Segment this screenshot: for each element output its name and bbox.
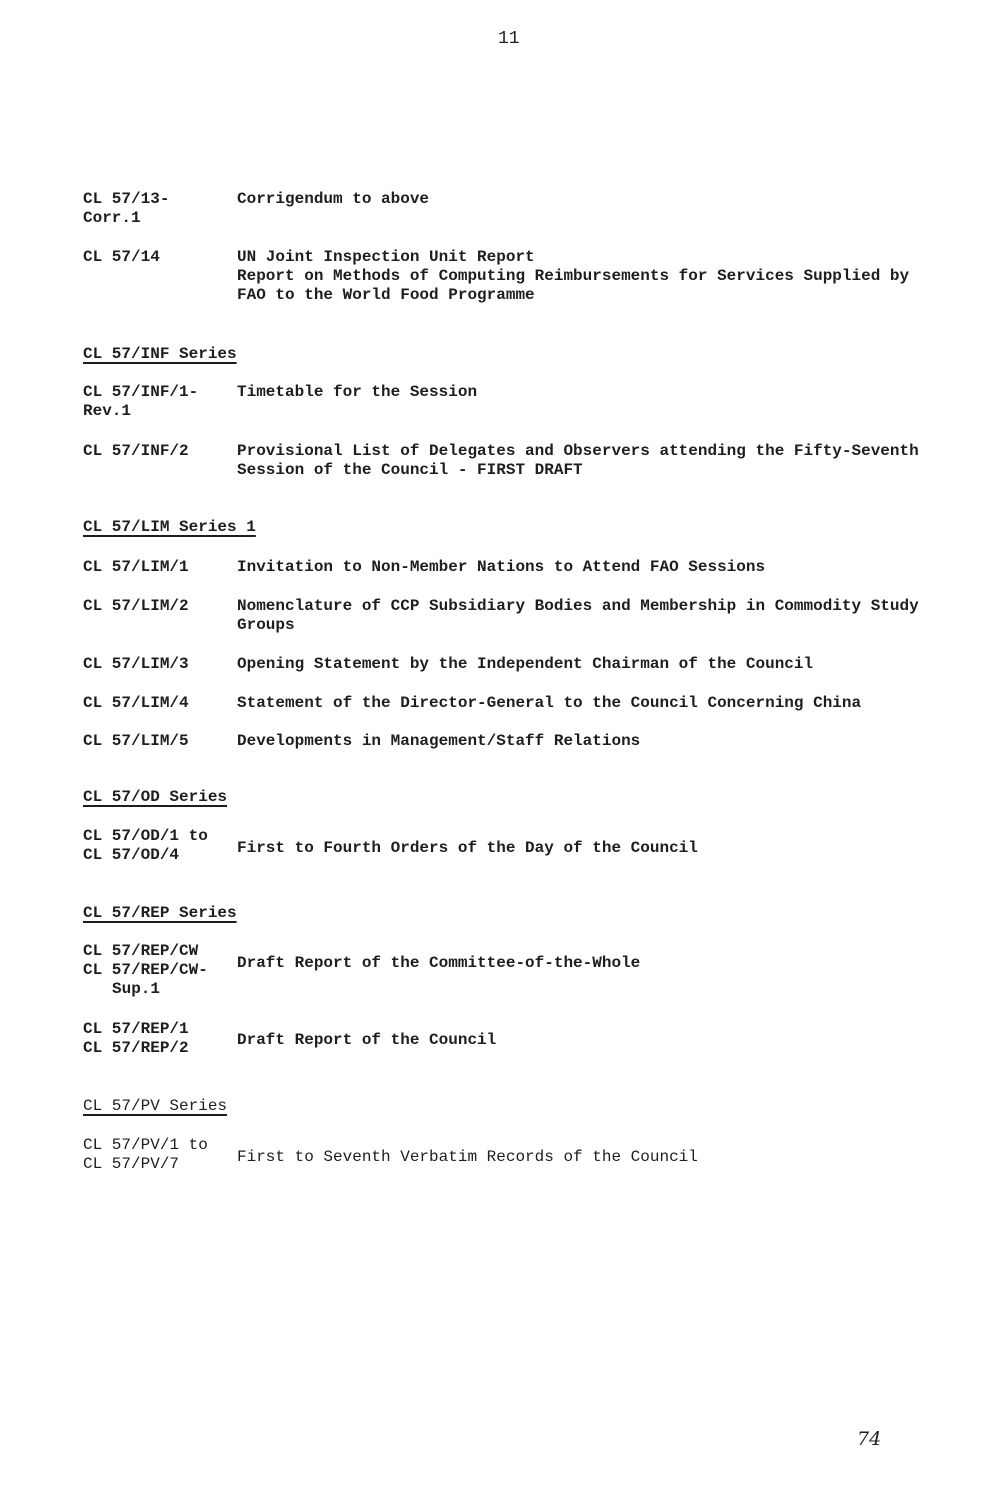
document-code <box>83 383 198 421</box>
document-description: Statement of the Director-General to the Council Concerning China <box>237 694 862 712</box>
code-line: CL 57/REP/CW <box>83 942 199 960</box>
section-heading-od: CL 57/OD Series <box>83 788 228 806</box>
document-description: Developments in Management/Staff Relations <box>237 732 641 750</box>
code-line: CL 57/INF/1- <box>83 383 199 401</box>
document-description <box>237 442 919 480</box>
document-code <box>83 442 189 461</box>
code-line: CL 57/13- <box>83 190 170 208</box>
document-description <box>237 383 477 402</box>
desc-line: Timetable for the Session <box>237 383 478 401</box>
section-heading-pv: CL 57/PV Series <box>83 1097 228 1115</box>
desc-line: FAO to the World Food Programme <box>237 286 535 304</box>
section-heading-rep: CL 57/REP Series <box>83 904 237 922</box>
code-line: CL 57/PV/7 <box>83 1155 180 1173</box>
document-code: CL 57/LIM/3 <box>83 655 189 673</box>
code-line: CL 57/OD/4 <box>83 846 180 864</box>
document-code: CL 57/LIM/5 <box>83 732 189 750</box>
code-line: Sup.1 <box>112 980 161 998</box>
document-description: Opening Statement by the Independent Chairman of the Council <box>237 655 814 673</box>
code-line: CL 57/REP/CW- <box>83 961 208 979</box>
desc-line: Provisional List of Delegates and Observers attending the Fifty-Seventh <box>237 442 919 460</box>
document-code <box>83 190 169 228</box>
document-code: CL 57/LIM/2 <box>83 597 189 615</box>
desc-line: Report on Methods of Computing Reimbursements for Services Supplied by <box>237 267 910 285</box>
document-code <box>83 1020 189 1058</box>
section-heading-inf: CL 57/INF Series <box>83 345 237 363</box>
document-description: First to Seventh Verbatim Records of the Council <box>237 1148 698 1166</box>
page-number-top: 11 <box>498 29 520 49</box>
code-line: Corr.1 <box>83 209 141 227</box>
desc-line: Groups <box>237 616 295 634</box>
code-line: CL 57/INF/2 <box>83 442 189 460</box>
desc-line: Corrigendum to above <box>237 190 430 208</box>
document-code: CL 57/LIM/1 <box>83 558 189 576</box>
document-description: Draft Report of the Committee-of-the-Whole <box>237 954 641 972</box>
desc-line: Session of the Council - FIRST DRAFT <box>237 461 583 479</box>
document-code: CL 57/LIM/4 <box>83 694 189 712</box>
document-code <box>83 942 208 999</box>
code-line: CL 57/REP/1 <box>83 1020 189 1038</box>
document-description: Invitation to Non-Member Nations to Attend FAO Sessions <box>237 558 766 576</box>
page-number-bottom: 74 <box>857 1428 882 1450</box>
code-line: CL 57/PV/1 to <box>83 1136 208 1154</box>
desc-line: Nomenclature of CCP Subsidiary Bodies and Membership in Commodity Study <box>237 597 919 615</box>
desc-line: UN Joint Inspection Unit Report <box>237 248 535 266</box>
document-code <box>83 248 160 267</box>
document-description <box>237 597 919 635</box>
document-description <box>237 190 429 209</box>
code-line: Rev.1 <box>83 402 132 420</box>
document-description: Draft Report of the Council <box>237 1031 497 1049</box>
document-description: First to Fourth Orders of the Day of the Council <box>237 839 698 857</box>
section-heading-lim: CL 57/LIM Series 1 <box>83 518 256 536</box>
document-description <box>237 248 909 305</box>
document-code <box>83 827 208 865</box>
code-line: CL 57/14 <box>83 248 160 266</box>
code-line: CL 57/OD/1 to <box>83 827 208 845</box>
code-line: CL 57/REP/2 <box>83 1039 189 1057</box>
document-code <box>83 1136 208 1174</box>
